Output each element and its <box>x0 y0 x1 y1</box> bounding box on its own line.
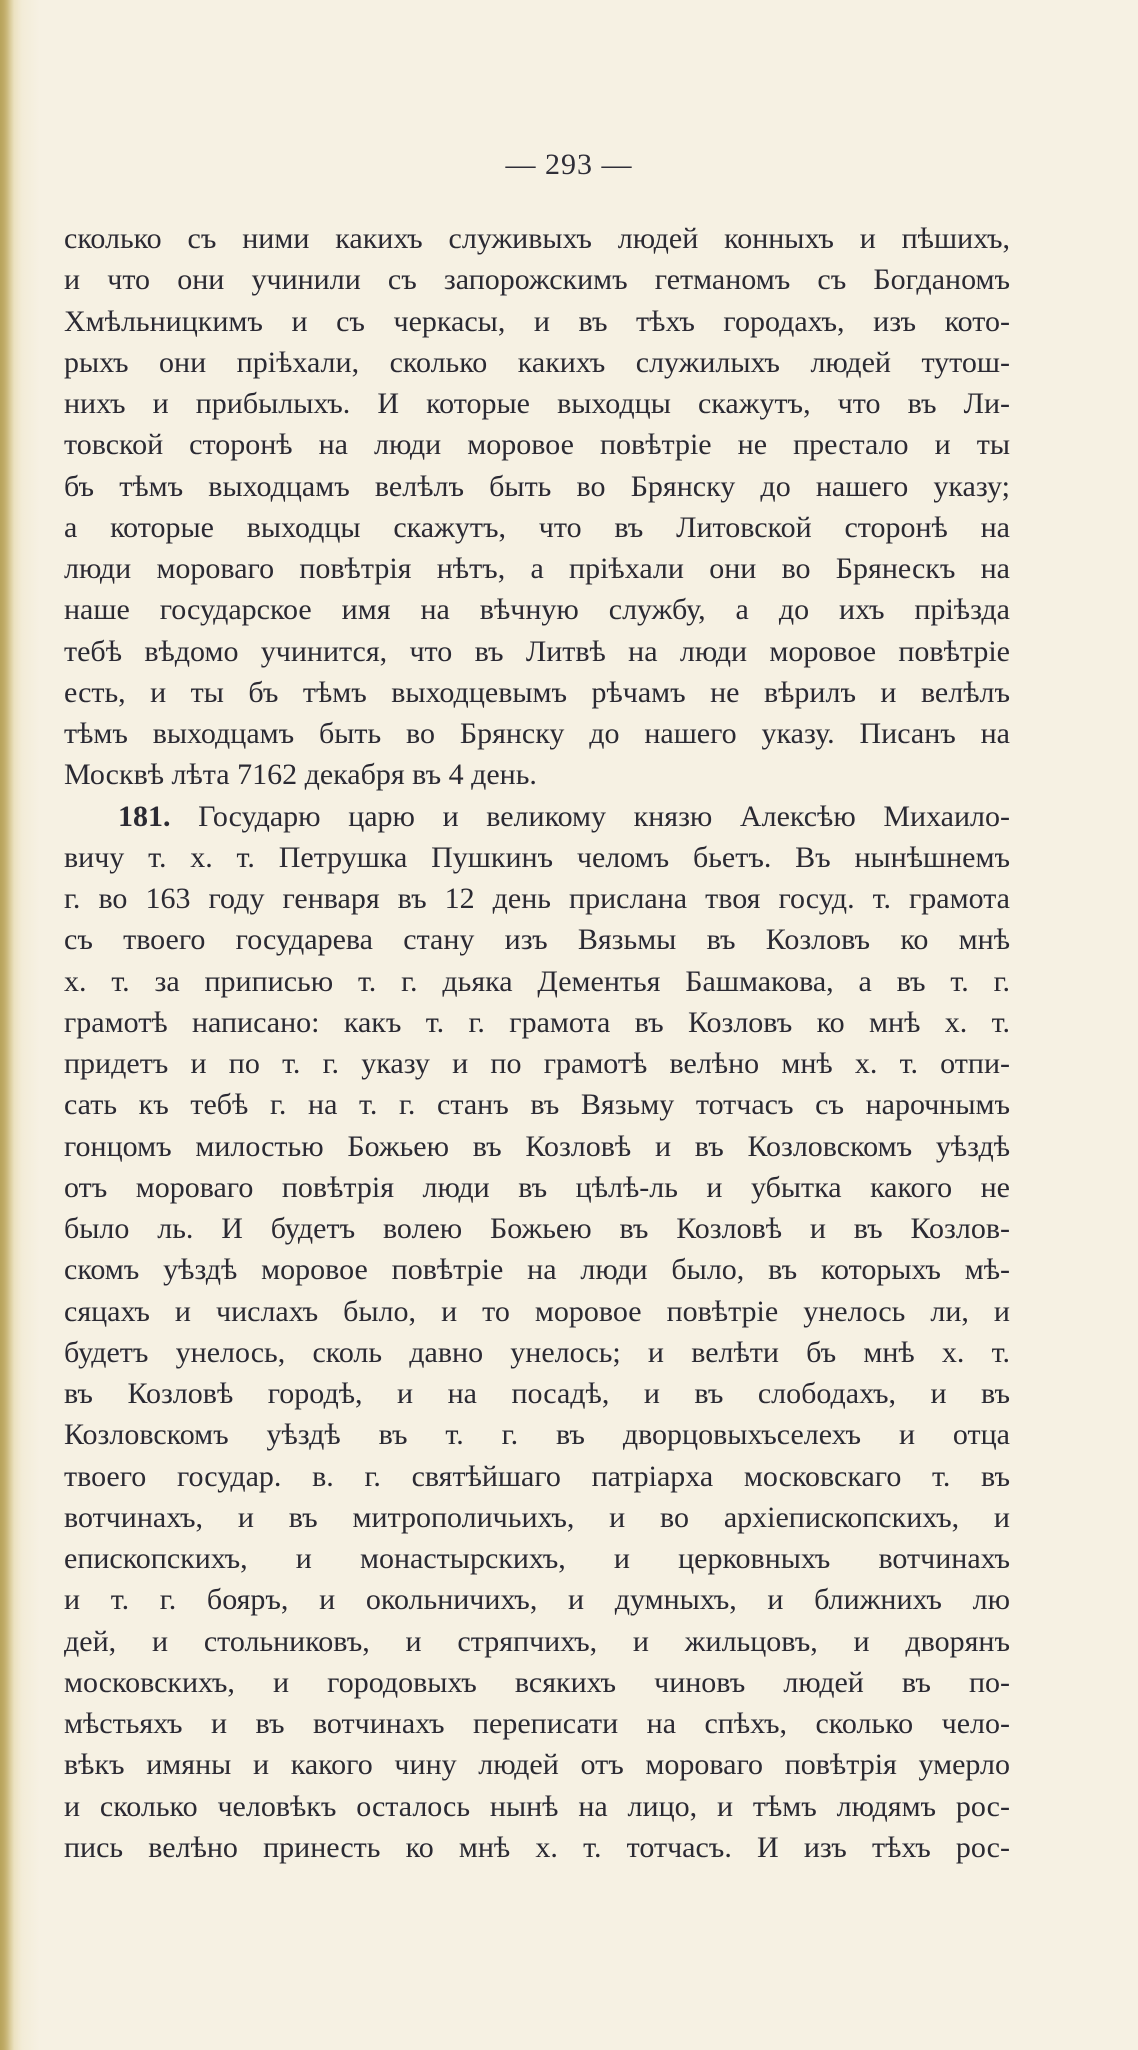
text-line: отъ мороваго повѣтрія люди въ цѣлѣ-ль и убытка какого не <box>64 1170 1010 1204</box>
text-line: г. во 163 году генваря въ 12 день прислана твоя госуд. т. грамота <box>64 882 1010 915</box>
text-line: люди мороваго повѣтрія нѣтъ, а пріѣхали они во Брянескъ на <box>64 552 1010 585</box>
text-line: вотчинахъ, и въ митрополичьихъ, и во архіепископскихъ, и <box>64 1500 1010 1534</box>
page-number: — 293 — <box>505 148 633 181</box>
text-line: пись велѣно принесть ко мнѣ х. т. тотчасъ. И изъ тѣхъ рос- <box>64 1830 1010 1864</box>
text-line: и сколько человѣкъ осталось нынѣ на лицо, и тѣмъ людямъ рос- <box>64 1789 1010 1823</box>
text-line: будетъ унелось, сколь давно унелось; и велѣти бъ мнѣ х. т. <box>64 1335 1010 1369</box>
text-line: въ Козловѣ городѣ, и на посадѣ, и въ слободахъ, и въ <box>64 1377 1010 1410</box>
text-line: грамотѣ написано: какъ т. г. грамота въ Козловъ ко мнѣ х. т. <box>64 1005 1010 1039</box>
text-line: и что они учинили съ запорожскимъ гетманомъ съ Богданомъ <box>64 263 1010 297</box>
text-line: тѣмъ выходцамъ быть во Брянску до нашего указу. Писанъ на <box>64 717 1010 750</box>
text-line: товской сторонѣ на люди моровое повѣтріе не престало и ты <box>64 428 1010 462</box>
text-line: рыхъ они пріѣхали, сколько какихъ служилыхъ людей тутош- <box>64 345 1010 379</box>
text-line: московскихъ, и городовыхъ всякихъ чиновъ людей въ по- <box>64 1665 1010 1699</box>
text-line: гонцомъ милостью Божьею въ Козловѣ и въ Козловскомъ уѣздѣ <box>64 1129 1010 1163</box>
text-line: вичу т. х. т. Петрушка Пушкинъ челомъ бьетъ. Въ нынѣшнемъ <box>64 840 1010 874</box>
text-line: нихъ и прибылыхъ. И которые выходцы скажутъ, что въ Ли- <box>64 387 1010 420</box>
text-line: Козловскомъ уѣздѣ въ т. г. въ дворцовыхъселехъ и отца <box>64 1418 1010 1452</box>
paragraph-first-line <box>64 796 1010 837</box>
text-line: и т. г. бояръ, и окольничихъ, и думныхъ, и ближнихъ лю <box>64 1583 1010 1617</box>
text-line: х. т. за приписью т. г. дьяка Дементья Башмакова, а въ т. г. <box>64 964 1010 998</box>
text-line: сяцахъ и числахъ было, и то моровое повѣтріе унелось ли, и <box>64 1294 1010 1328</box>
text-line: Хмѣльницкимъ и съ черкасы, и въ тѣхъ городахъ, изъ кото- <box>64 304 1010 338</box>
text-line: придетъ и по т. г. указу и по грамотѣ велѣно мнѣ х. т. отпи- <box>64 1047 1010 1080</box>
paragraph-first-line-text: Государю царю и великому князю Алексѣю Михаило- <box>198 799 1010 833</box>
text-line: Москвѣ лѣта 7162 декабря въ 4 день. <box>64 758 537 792</box>
text-line: сать къ тебѣ г. на т. г. станъ въ Вязьму тотчасъ съ нарочнымъ <box>64 1088 1010 1122</box>
text-line: бъ тѣмъ выходцамъ велѣлъ быть во Брянску до нашего указу; <box>64 469 1010 503</box>
paragraph-number: 181. <box>118 799 171 833</box>
text-line: твоего государ. в. г. святѣйшаго патріарха московскаго т. въ <box>64 1459 1010 1493</box>
text-block <box>64 218 1010 1868</box>
text-line: епископскихъ, и монастырскихъ, и церковныхъ вотчинахъ <box>64 1542 1010 1575</box>
text-line: тебѣ вѣдомо учинится, что въ Литвѣ на люди моровое повѣтріе <box>64 634 1010 668</box>
text-line: съ твоего государева стану изъ Вязьмы въ Козловъ ко мнѣ <box>64 923 1010 957</box>
text-line: есть, и ты бъ тѣмъ выходцевымъ рѣчамъ не вѣрилъ и велѣлъ <box>64 675 1010 709</box>
text-line: вѣкъ имяны и какого чину людей отъ мороваго повѣтрія умерло <box>64 1748 1010 1782</box>
text-line: было ль. И будетъ волею Божьею въ Козловѣ и въ Козлов- <box>64 1212 1010 1245</box>
text-line: мѣстьяхъ и въ вотчинахъ переписати на спѣхъ, сколько чело- <box>64 1707 1010 1740</box>
binding-edge <box>0 0 14 2050</box>
text-line: наше государское имя на вѣчную службу, а до ихъ пріѣзда <box>64 593 1010 627</box>
text-line: скомъ уѣздѣ моровое повѣтріе на люди было, въ которыхъ мѣ- <box>64 1253 1010 1287</box>
text-line: дей, и стольниковъ, и стряпчихъ, и жильцовъ, и дворянъ <box>64 1624 1010 1658</box>
text-line: сколько съ ними какихъ служивыхъ людей конныхъ и пѣшихъ, <box>64 222 1010 255</box>
text-line: а которые выходцы скажутъ, что въ Литовской сторонѣ на <box>64 510 1010 544</box>
